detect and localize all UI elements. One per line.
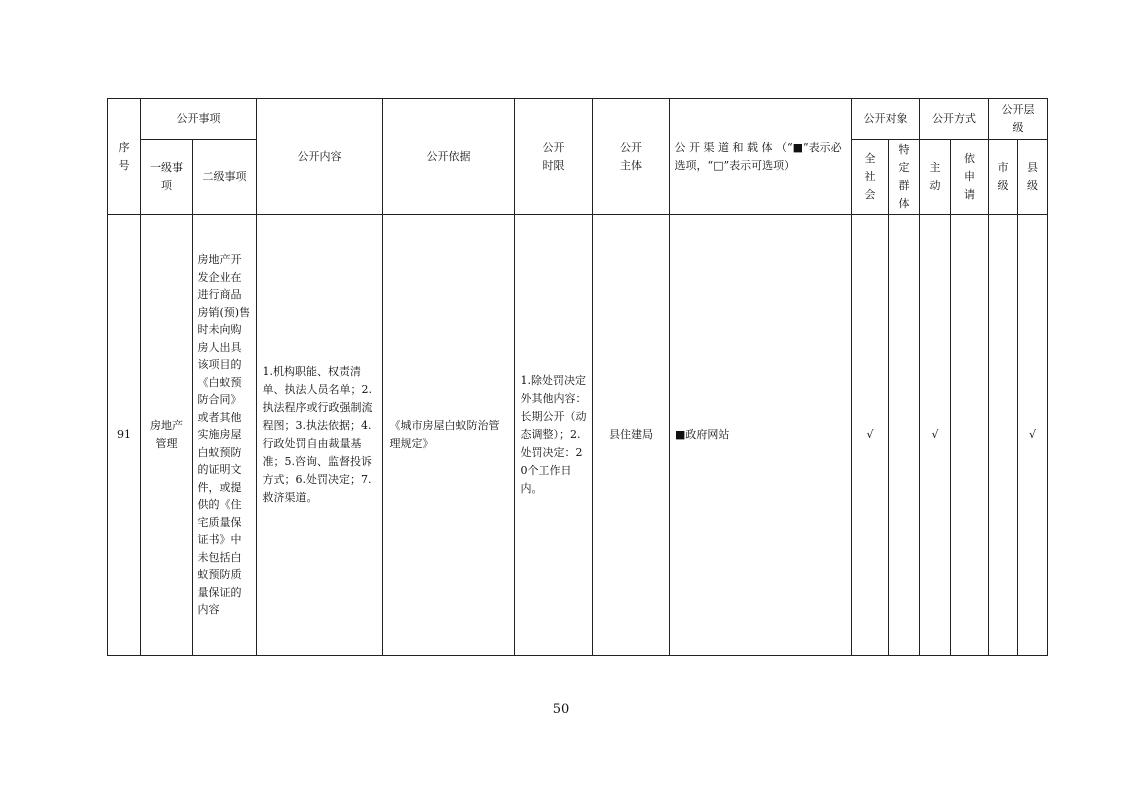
header-method-request: 依 申 请	[951, 140, 989, 215]
header-audience-specific: 特 定 群 体	[889, 140, 920, 215]
row-basis: 《城市房屋白蚁防治管理规定》	[383, 215, 515, 656]
header-level-county: 县 级	[1018, 140, 1048, 215]
row-audience-specific	[889, 215, 920, 656]
header-audience-all: 全 社 会	[852, 140, 889, 215]
row-seq: 91	[108, 215, 141, 656]
table-row	[108, 215, 1048, 656]
row-audience-all: √	[852, 215, 889, 656]
row-level-city	[989, 215, 1018, 656]
row-content: 1.机构职能、权责清单、执法人员名单；2.执法程序或行政强制流程图；3.执法依据；4.行政处罚自由裁量基准；5.咨询、监督投诉方式；6.处罚决定；7.救济渠道。	[257, 215, 383, 656]
page-number: 50	[552, 702, 570, 717]
header-content: 公开内容	[257, 99, 383, 215]
header-level: 公开层 级	[989, 99, 1048, 140]
row-time-limit: 1.除处罚决定外其他内容：长期公开（动态调整）；2.处罚决定：20个工作日内。	[515, 215, 593, 656]
disclosure-table	[107, 98, 1048, 656]
row-level2: 房地产开发企业在进行商品房销(预)售时未向购房人出具该项目的《白蚁预防合同》或者其他实施房屋白蚁预防的证明文件，或提供的《住宅质量保证书》中未包括白蚁预防质量保证的内容	[193, 215, 257, 656]
header-subject: 公开 主体	[593, 99, 670, 215]
header-audience: 公开对象	[852, 99, 920, 140]
header-method-active: 主 动	[920, 140, 951, 215]
row-subject: 县住建局	[593, 215, 670, 656]
header-matter: 公开事项	[141, 99, 257, 140]
row-method-request	[951, 215, 989, 656]
row-method-active: √	[920, 215, 951, 656]
header-method: 公开方式	[920, 99, 989, 140]
header-level-city: 市 级	[989, 140, 1018, 215]
row-channel: ■政府网站	[670, 215, 852, 656]
row-level1: 房地产 管理	[141, 215, 193, 656]
header-time-limit: 公开 时限	[515, 99, 593, 215]
header-level2: 二级事项	[193, 140, 257, 215]
header-level1: 一级事 项	[141, 140, 193, 215]
header-channel: 公 开 渠 道 和 载 体 （“■”表示必选项，“□”表示可选项）	[670, 99, 852, 215]
row-level-county: √	[1018, 215, 1048, 656]
header-seq: 序 号	[108, 99, 141, 215]
header-basis: 公开依据	[383, 99, 515, 215]
